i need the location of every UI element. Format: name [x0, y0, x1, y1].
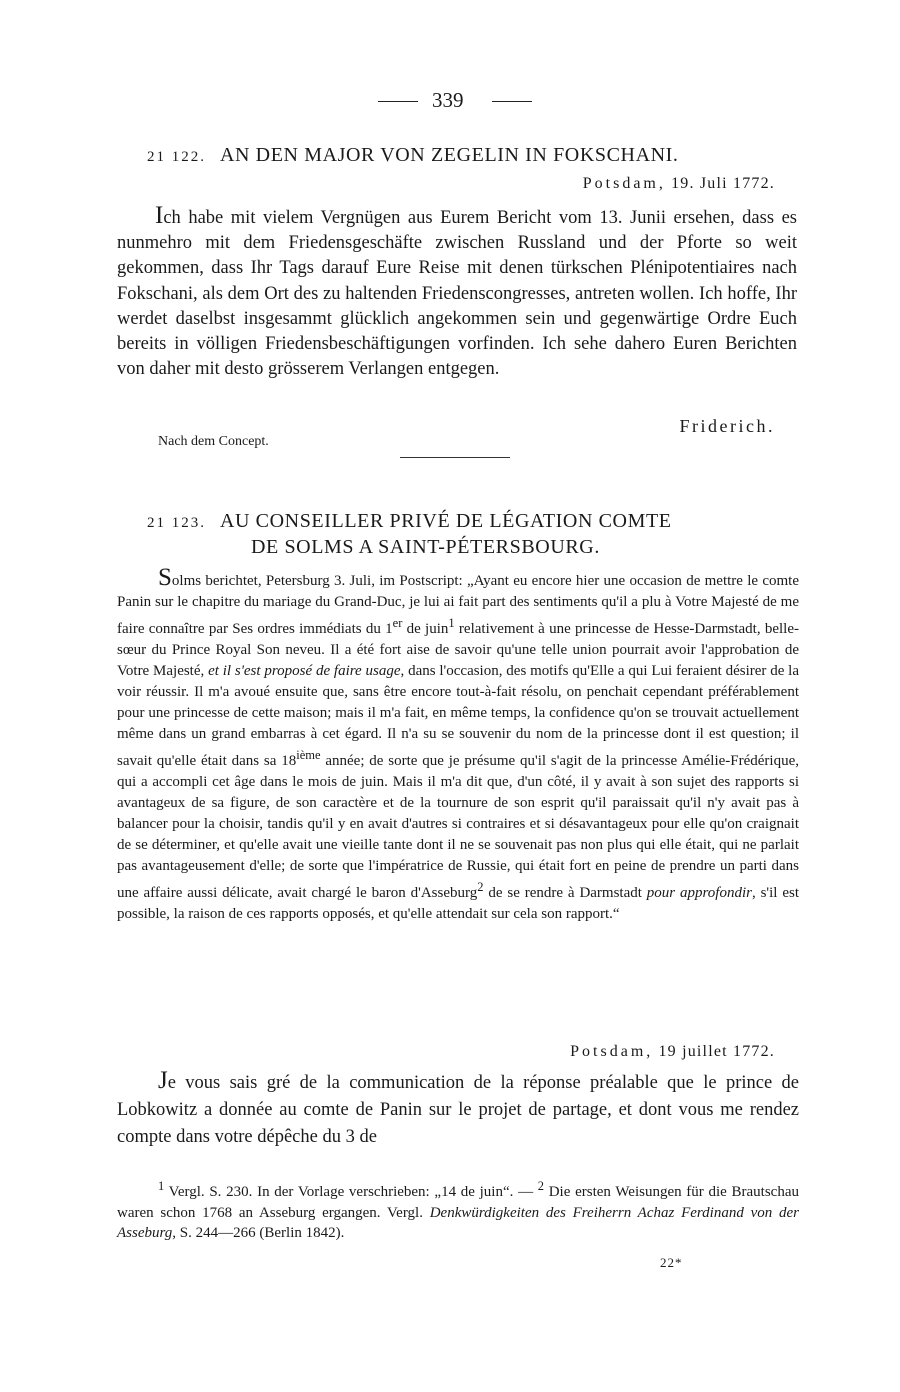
page-number-rule-left	[378, 101, 418, 102]
footnote-ref: 2	[477, 880, 484, 894]
dateline-date: 19 juillet 1772.	[658, 1043, 775, 1060]
summary-text: , dans l'occasion, des motifs qu'Elle a qui Lui feraient désirer de la voir réussir. Il m'a avoué ensuite que, sans être encore tout-à-fait résolu, on penchait cependant préférablement pour une princesse de cette maison; mais il m'a fait, en même temps, la confidence qu'on se trouvait actuellement même dans un grand embarras à cet égard. Il n'a su se souvenir du nom de la princesse dont il est question; il savait qu'elle était dans sa 18	[117, 663, 800, 769]
summary-italic: pour approfondir	[646, 885, 752, 901]
letter-title: AN DEN MAJOR VON ZEGELIN IN FOKSCHANI.	[220, 144, 679, 166]
letter-body	[117, 203, 797, 382]
letter-heading	[147, 144, 679, 167]
letter-number: 21 122.	[147, 149, 206, 165]
summary-text: olms berichtet, Petersburg 3. Juli, im Postscript: „Ayant eu encore hier une occasion de mettre le comte Panin sur le chapitre du mariage du Grand-Duc, je lui ai fait part des sentiments qu'il a plu à Votre Majesté de me faire connaître par Ses ordres immédiats du 1	[117, 573, 799, 637]
superscript: ième	[296, 748, 321, 762]
footnote-mark: 2	[537, 1179, 545, 1193]
letter-body	[117, 1068, 799, 1151]
letter-number: 21 123.	[147, 515, 206, 531]
footnote-ref: 1	[448, 616, 455, 630]
section-divider	[400, 457, 510, 458]
page-number-rule-right	[492, 101, 532, 102]
dateline-date: 19. Juli 1772.	[671, 175, 775, 192]
dateline-place: Potsdam,	[582, 175, 666, 192]
footnote-title: Denkwürdigkeiten des Freiherrn Achaz Ferdinand von der Asseburg	[117, 1204, 799, 1241]
letter-heading	[147, 510, 672, 533]
footnote-text: Die ersten Weisungen für die Brautschau waren schon 1768 an Asseburg ergangen. Vergl.	[117, 1184, 799, 1221]
body-initial: I	[155, 202, 164, 229]
summary-initial: S	[158, 564, 172, 591]
footnote-text: Vergl. S. 230. In der Vorlage verschrieben: „14 de juin“. —	[164, 1184, 538, 1200]
letter-title-continued: DE SOLMS A SAINT-PÉTERSBOURG.	[251, 536, 600, 558]
summary-text: relativement à une princesse de Hesse-Darmstadt, belle-sœur du Prince Royal Son neveu. Il a été fort aise de savoir qu'une telle union pourrait avoir l'approbation de Votre Majesté,	[117, 621, 799, 679]
page-number: 339	[432, 88, 464, 112]
footnote-text: , S. 244—266 (Berlin 1842).	[172, 1225, 345, 1241]
body-initial: J	[158, 1067, 168, 1094]
summary-text: de se rendre à Darmstadt	[483, 885, 647, 901]
body-text: ch habe mit vielem Vergnügen aus Eurem Bericht vom 13. Junii ersehen, dass es nunmehro mit dem Friedensgeschäfte zwischen Russland und der Pforte so weit gekommen, dass Ihr Tags darauf Eure Reise mit denen türkschen Plénipotentiaires nach Fokschani, als dem Ort des zu haltenden Friedenscongresses, antreten wollen. Ich hoffe, Ihr werdet daselbst insgesammt glücklich angekommen sein und gegenwärtige Ordre Euch bereits in völligen Friedensbeschäftigungen vorfinden. Ich sehe dahero Euren Berichten von daher mit desto grösserem Verlangen entgegen.	[117, 208, 797, 380]
summary-text: , s'il est possible, la raison de ces rapports opposés, et qu'elle attendait sur cela son rapport.“	[117, 885, 799, 922]
footnotes	[117, 1176, 799, 1244]
superscript: er	[392, 616, 403, 630]
dateline	[570, 1043, 775, 1061]
summary-text: de juin	[402, 621, 449, 637]
letter-title: AU CONSEILLER PRIVÉ DE LÉGATION COMTE	[220, 510, 672, 532]
dateline-place: Potsdam,	[570, 1043, 654, 1060]
summary-italic: et il s'est proposé de faire usage	[208, 663, 401, 679]
signature: Friderich.	[679, 416, 775, 436]
sheet-signature: 22*	[660, 1255, 683, 1270]
summary-text: année; de sorte que je présume qu'il s'agit de la princesse Amélie-Frédérique, qui a accompli cet âge dans le mois de juin. Mais il m'a dit que, d'un côté, il y avait à son sujet des rapports si avantageux de sa figure, de son caractère et de la tournure de son esprit qu'il paraissait qu'il n'y avait pas à balancer pour la choisir, tandis qu'il y en avait d'autres si contraires et si désavantageux pour elle qu'on craignait de se déterminer, et qu'elle avait une vieille tante dont il ne se souvenait pas non plus qui elle était, qui ne parlait pas avantageusement d'elle; de sorte que l'impératrice de Russie, qui était fort en peine de prendre un parti dans une affaire aussi délicate, avait chargé le baron d'Asseburg	[117, 753, 799, 901]
footnote-mark: 1	[158, 1179, 165, 1193]
dateline	[583, 175, 775, 193]
body-text: e vous sais gré de la communication de la réponse préalable que le prince de Lobkowitz a donnée au comte de Panin sur le projet de partage, et dont vous me rendez compte dans votre dépêche du 3 de	[117, 1073, 799, 1147]
report-summary	[117, 565, 799, 925]
source-note: Nach dem Concept.	[158, 434, 269, 449]
